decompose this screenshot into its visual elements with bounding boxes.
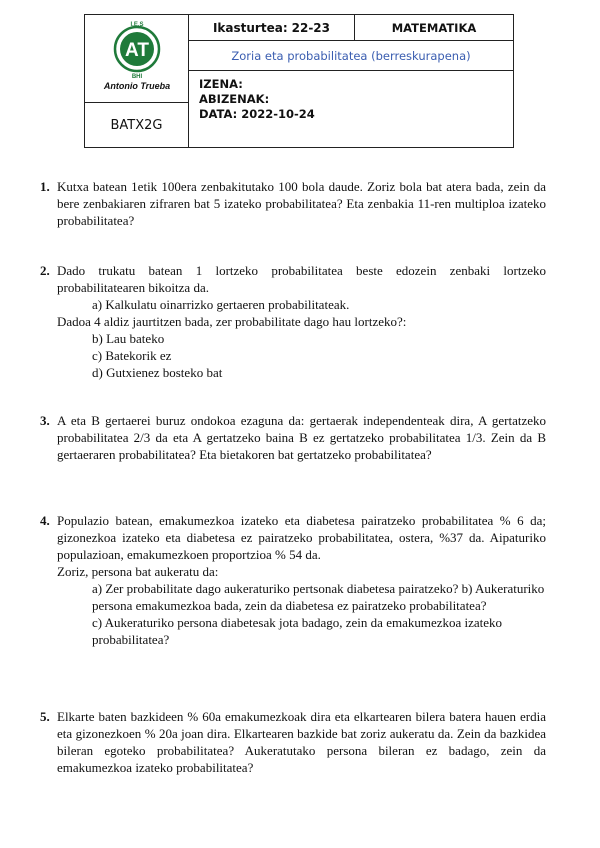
header-table [84, 14, 514, 148]
question-4 [40, 512, 546, 648]
question-2 [40, 262, 546, 381]
group-label: BATX2G [85, 103, 189, 147]
question-item: b) Lau bateko [92, 331, 165, 346]
name-label: IZENA: [199, 77, 243, 91]
question-text-2: Zoriz, persona bat aukeratu da: [57, 564, 219, 579]
topic: Zoria eta probabilitatea (berreskurapena) [189, 41, 513, 71]
year-label: Ikasturtea: [212, 20, 288, 35]
question-number: 1. [40, 179, 50, 194]
question-number: 5. [40, 709, 50, 724]
date-value: 2022-10-24 [241, 107, 315, 121]
surname-label: ABIZENAK: [199, 92, 270, 106]
question-5 [40, 708, 546, 776]
question-text: Populazio batean, emakumezkoa izateko eta diabetesa pairatzeko probabilitatea % 6 da; gizonezkoa izateko eta diabetesa ez pairatzeko probabilitatea, ostera, %37 da. Aipaturiko populazioan, emakumezkoen proportzioa % 54 da. [57, 513, 546, 562]
question-item: a) Kalkulatu oinarrizko gertaeren probabilitateak. [92, 297, 350, 312]
question-text-2: Dadoa 4 aldiz jaurtitzen bada, zer probabilitate dago hau lortzeko?: [57, 314, 407, 329]
question-text: A eta B gertaerei buruz ondokoa ezaguna da: gertaerak independenteak dira, A gertatzeko probabilitatea 2/3 da eta A gertatzeko baina B ez gertatzeko probabilitatea 1/3. Zein da B gertaeraren probabilitatea? Eta bietakoren bat gertatzeko probabilitatea? [57, 413, 546, 462]
svg-text:BHI: BHI [131, 74, 143, 80]
school-year [189, 15, 355, 41]
year-value: 22-23 [291, 20, 331, 35]
question-item: c) Aukeraturiko persona diabetesak jota badago, zein da emakumezkoa izateko probabilitatea? [92, 615, 503, 647]
question-number: 4. [40, 513, 50, 528]
school-logo-icon [85, 15, 189, 81]
school-logo-cell [85, 15, 189, 103]
question-item: a) Zer probabilitate dago aukeraturiko pertsonak diabetesa pairatzeko? b) Aukeraturiko persona emakumezkoa bada, zein da diabetesa ez pairatzeko probabilitatea? [92, 581, 545, 613]
question-text: Kutxa batean 1etik 100era zenbakitutako 100 bola daude. Zoriz bola bat atera bada, zein da bere zenbakiaren zifraren bat 5 izateko probabilitatea? Eta zenbakia 11-ren multiploa izateko probabilitatea? [57, 179, 546, 228]
svg-text:I.E.S: I.E.S [130, 22, 144, 28]
date-label: DATA: [199, 107, 238, 121]
question-1 [40, 178, 546, 229]
question-text: Elkarte baten bazkideen % 60a emakumezkoak dira eta elkartearen bilera batera hauen erdia eta gizonezkoen % 20a joan dira. Elkartearen bazkide bat zoriz aukeratu da. Zein da bazkidea bileran egoteko probabilitatea? Aukeratutako persona bileran ez badago, zein da emakumezkoa izateko probabilitatea? [57, 709, 546, 775]
subject: MATEMATIKA [355, 15, 513, 41]
question-3 [40, 412, 546, 463]
question-number: 3. [40, 413, 50, 428]
question-text: Dado trukatu batean 1 lortzeko probabilitatea beste edozein zenbaki lortzeko probabilitatearen bikoitza da. [57, 263, 546, 295]
school-name: Antonio Trueba [103, 81, 171, 91]
student-info [189, 71, 513, 147]
date-line [199, 107, 513, 122]
svg-text:AT: AT [125, 40, 149, 61]
question-item: d) Gutxienez bosteko bat [92, 365, 223, 380]
question-item: c) Batekorik ez [92, 348, 172, 363]
question-number: 2. [40, 263, 50, 278]
